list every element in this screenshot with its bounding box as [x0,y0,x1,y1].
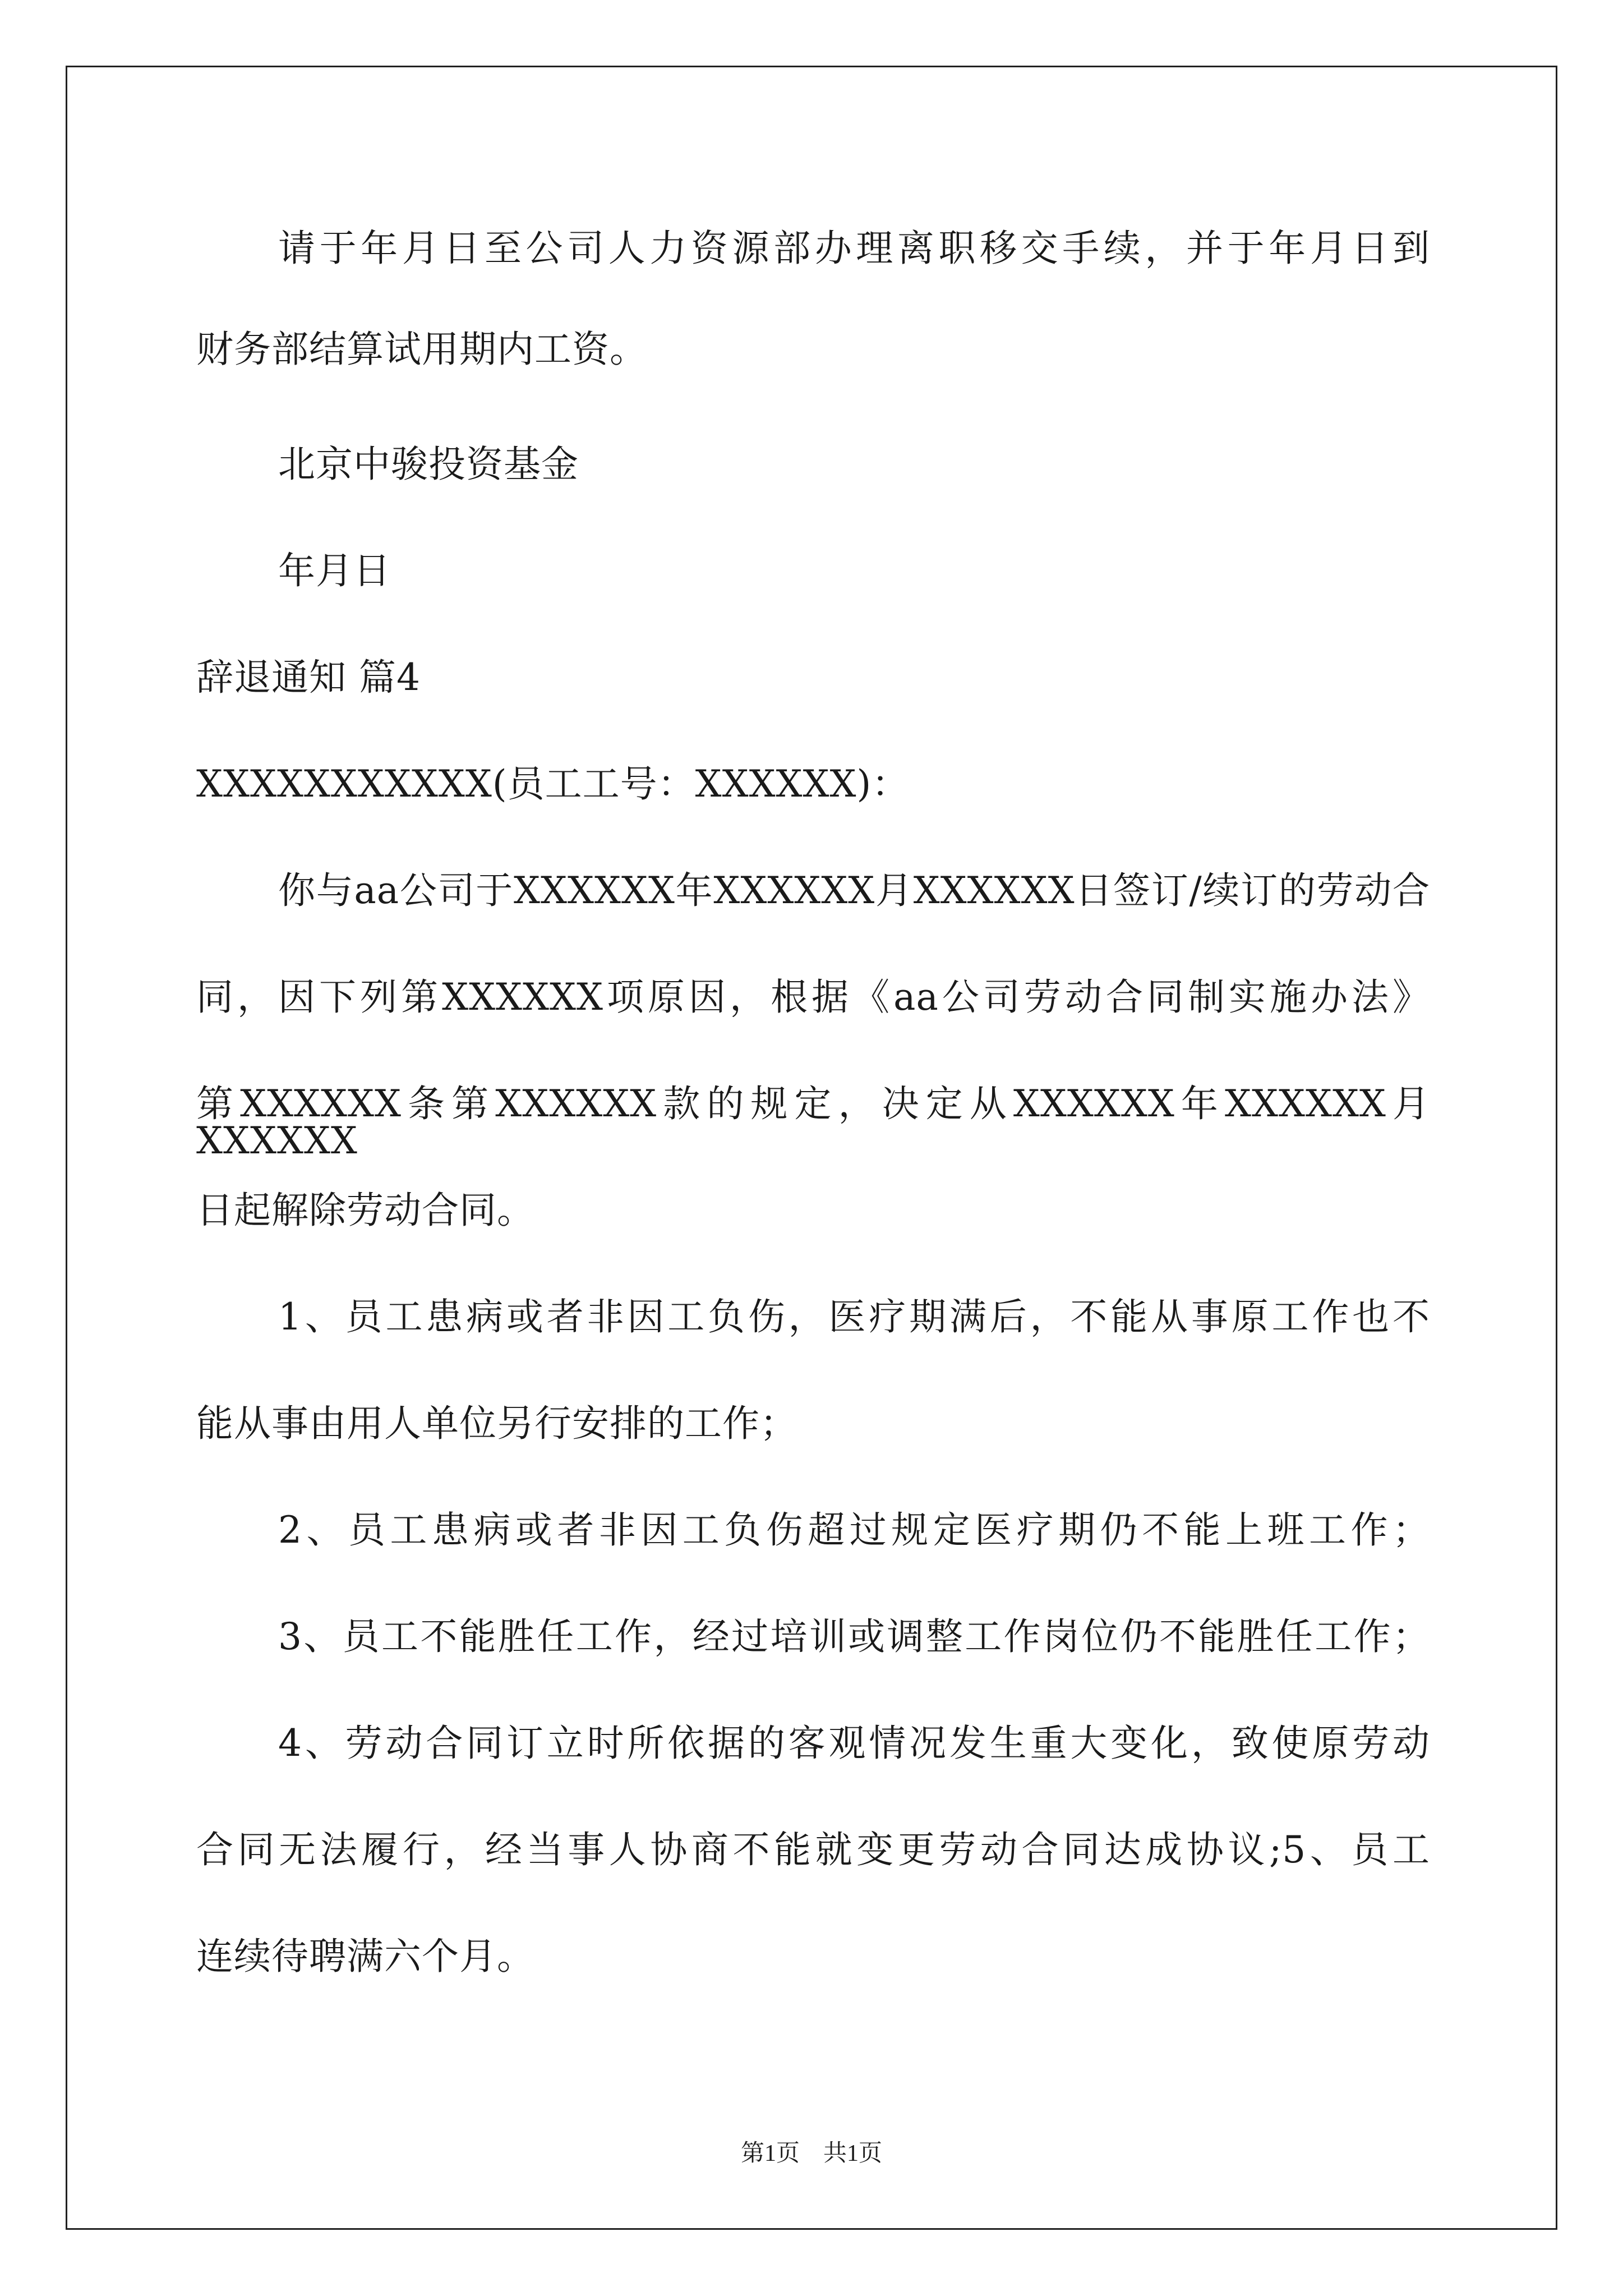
list-item-line: 3、员工不能胜任工作，经过培训或调整工作岗位仍不能胜任工作； [278,1615,1430,1658]
paragraph-line: 你与aa公司于XXXXXX年XXXXXX月XXXXXX日签订/续订的劳动合 [278,869,1430,912]
list-item-line: 1、员工患病或者非因工负伤，医疗期满后，不能从事原工作也不 [278,1295,1430,1338]
signature-organization: 北京中骏投资基金 [278,443,579,486]
signature-date: 年月日 [278,549,391,592]
paragraph-line: 同，因下列第XXXXXX项原因，根据《aa公司劳动合同制实施办法》 [196,976,1430,1019]
list-item-line: 4、劳动合同订立时所依据的客观情况发生重大变化，致使原劳动 [278,1722,1430,1765]
list-item-line: 2、员工患病或者非因工负伤超过规定医疗期仍不能上班工作； [278,1508,1430,1552]
addressee-line: XXXXXXXXXXX(员工工号：XXXXXX)： [196,762,910,806]
page-footer: 第1页 共1页 [740,2141,882,2166]
paragraph-line: 财务部结算试用期内工资。 [196,328,647,371]
paragraph-line: 请于年月日至公司人力资源部办理离职移交手续，并于年月日到 [278,227,1430,270]
list-item-line: 合同无法履行，经当事人协商不能就变更劳动合同达成协议;5、员工 [196,1828,1430,1871]
paragraph-line: 日起解除劳动合同。 [196,1189,534,1232]
section-heading: 辞退通知 篇4 [196,656,421,699]
list-item-line: 能从事由用人单位另行安排的工作； [196,1402,797,1445]
list-item-line: 连续待聘满六个月。 [196,1935,534,1978]
paragraph-line: 第XXXXXX条第XXXXXX款的规定，决定从XXXXXX年XXXXXX月XXXXXX [196,1082,1430,1162]
